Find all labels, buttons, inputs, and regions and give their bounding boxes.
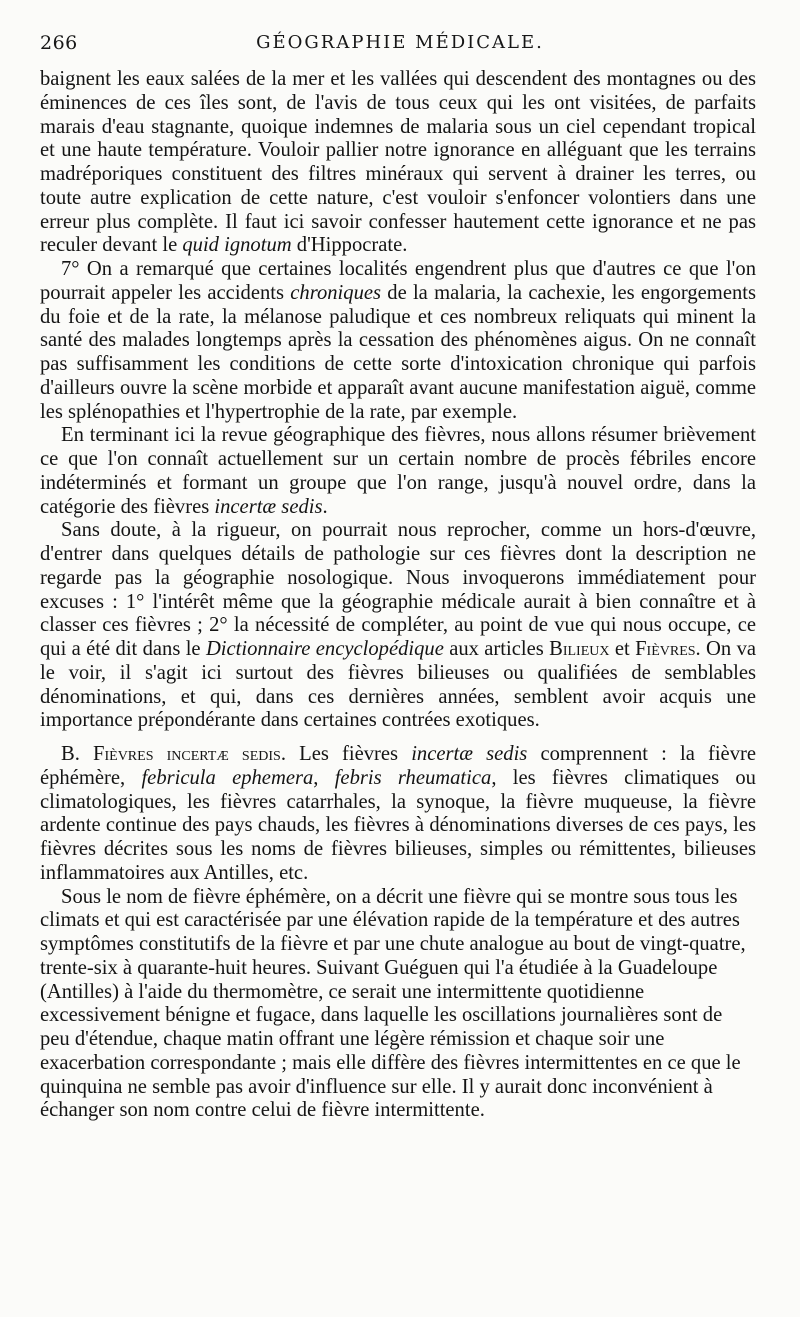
section-letter: B. (61, 743, 94, 765)
text-run: de la malaria, la cachexie, les engorgements du foie et de la rate, la mélanose paludique et ces nombreux reliquats qui minent la santé des malades longtemps après la cessation des phénomènes aigus. On ne connaît pas suffisamment les conditions de cette sorte d'intoxication chronique qui parfois d'ailleurs ouvre la scène morbide et apparaît avant aucune manifestation aiguë, comme les splénopathies et l'hypertrophie de la rate, par exemple. (40, 281, 756, 423)
text-run: Sous le nom de fièvre éphémère, on a décrit une fièvre qui se montre sous tous les climats et qui est caractérisée par une élévation rapide de la température et des autres symptômes constitutifs de la fièvre et par une chute analogue au bout de vingt-quatre, trente-six à quarante-huit heures. Suivant Guéguen qui l'a étudiée à la Guadeloupe (Antilles) à l'aide du thermomètre, ce serait une intermittente quotidienne excessivement bénigne et fugace, dans laquelle les oscillations journalières sont de peu d'étendue, chaque matin offrant une légère rémission et chaque soir une exacerbation correspondante ; mais elle diffère des fièvres intermittentes en ce que le quinquina ne semble pas avoir d'influence sur elle. Il y aurait donc inconvénient à échanger son nom contre celui de fièvre intermittente. (40, 885, 746, 1122)
text-run: . Les fièvres (280, 743, 412, 765)
italic-phrase: febricula ephemera (141, 766, 314, 789)
text-run: baignent les eaux salées de la mer et les vallées qui descendent des montagnes ou des éminences de ces îles sont, de l'avis de tous ceux qui les ont visitées, de parfaits marais d'eau stagnante, quoique indemnes de malaria sous un ciel cependant tropical et une haute température. Vouloir pallier notre ignorance en alléguant que les terrains madréporiques constituent des filtres minéraux qui servent à drainer les terres, ou toute autre explication de cette nature, c'est vouloir s'enfoncer volontiers dans une erreur plus complète. Il faut ici savoir confesser hautement cette ignorance et ne pas reculer devant le (40, 68, 756, 257)
italic-phrase: incertæ sedis (214, 495, 323, 518)
italic-phrase: quid ignotum (182, 234, 292, 257)
section-b-paragraph (40, 743, 756, 886)
italic-phrase: chroniques (290, 281, 382, 304)
text-run: comprennent : la fièvre éphémère, (40, 743, 756, 789)
section-heading: Fièvres incertæ sedis (93, 743, 281, 765)
page-number: 266 (40, 32, 78, 54)
page-header (40, 28, 760, 58)
paragraph-1 (40, 68, 756, 258)
text-run: . (322, 495, 328, 518)
paragraph-6 (40, 886, 756, 1124)
text-run: , les fièvres climatiques ou climatologiques, les fièvres catarrhales, la synoque, la fièvre muqueuse, la fièvre ardente continue des pays chauds, les fièvres à dénominations diverses de ces pays, les fièvres décrites sous les noms de fièvres bilieuses, simples ou rémittentes, bilieuses inflammatoires aux Antilles, etc. (40, 766, 756, 884)
text-run: . On va le voir, il s'agit ici surtout des fièvres bilieuses ou qualifiées de semblables dénominations, et qui, dans ces dernières années, semblent avoir acquis une importance prépondérante dans certaines contrées exotiques. (40, 638, 757, 732)
text-run: Sans doute, à la rigueur, on pourrait nous reprocher, comme un hors-d'œuvre, d'entrer dans quelques détails de pathologie sur ces fièvres dont la description ne regarde pas la géographie nosologique. Nous invoquerons immédiatement pour excuses : 1° l'intérêt même que la géographie médicale aurait à bien connaître et à classer ces fièvres ; 2° la nécessité de compléter, au point de vue qui nous occupe, ce qui a été dit dans le (40, 519, 756, 660)
text-run: , (313, 766, 335, 789)
text-run: aux articles (443, 638, 550, 660)
paragraph-4 (40, 519, 756, 733)
paragraph-2 (40, 258, 756, 424)
italic-phrase: febris rheumatica (334, 766, 492, 789)
italic-phrase: incertæ sedis (411, 743, 528, 765)
italic-phrase: Dictionnaire encyclopédique (205, 638, 444, 660)
paragraph-3 (40, 424, 756, 519)
body-text (40, 68, 756, 1123)
text-run: En terminant ici la revue géographique des fièvres, nous allons résumer brièvement ce que l'on connaît actuellement sur un certain nombre de procès fébriles encore indéterminés et formant un groupe que l'on range, jusqu'à nouvel ordre, dans la catégorie des fièvres (40, 424, 756, 518)
small-caps-term: Fièvres (635, 638, 696, 660)
small-caps-term: Bilieux (549, 638, 610, 660)
text-run: d'Hippocrate. (291, 234, 408, 257)
text-run: 7° On a remarqué que certaines localités engendrent plus que d'autres ce que l'on pourrait appeler les accidents (40, 258, 756, 304)
text-run: et (609, 638, 636, 660)
running-title: GÉOGRAPHIE MÉDICALE. (256, 32, 544, 53)
